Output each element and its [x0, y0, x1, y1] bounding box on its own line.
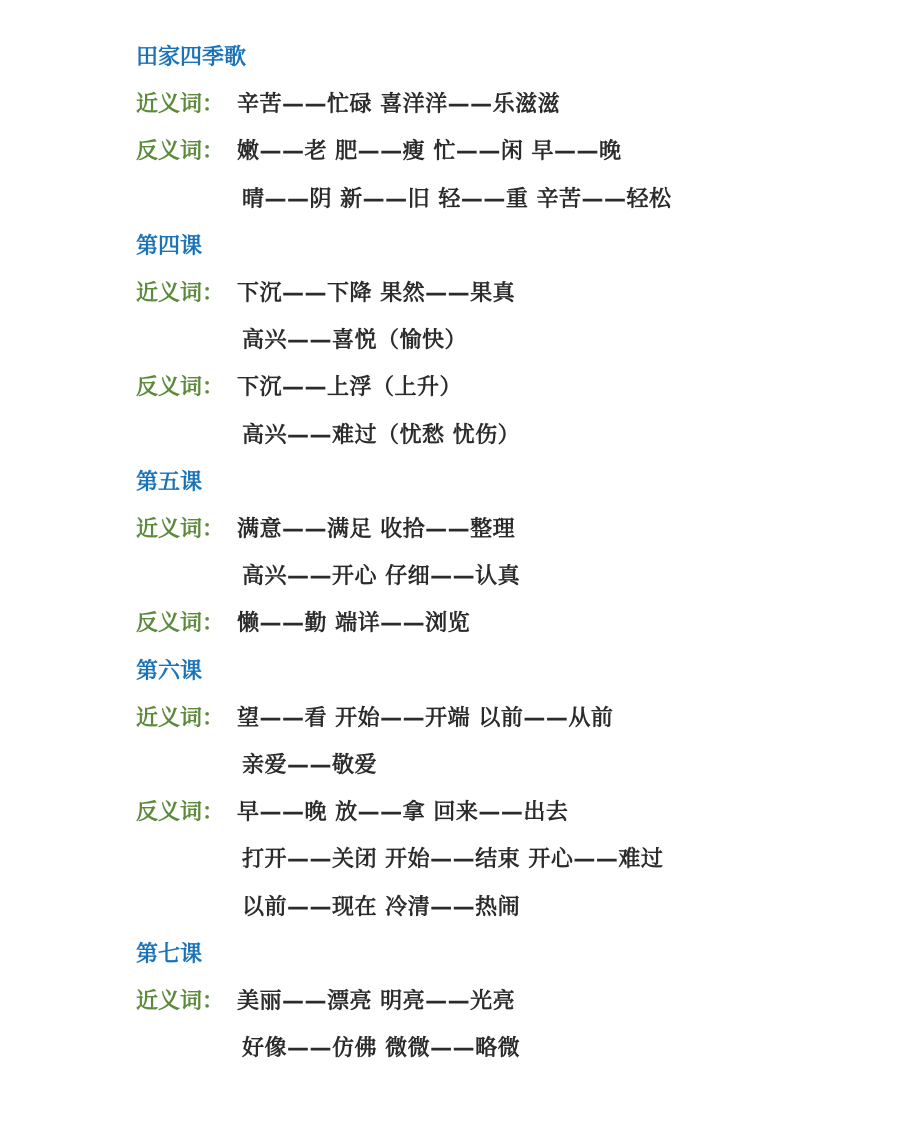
word-pairs: 晴——阴 新——旧 轻——重 辛苦——轻松 [242, 186, 672, 212]
word-pairs: 下沉——上浮（上升） [237, 375, 463, 401]
word-pairs: 高兴——难过（忧愁 忧伤） [242, 422, 521, 448]
word-pair-row [0, 843, 899, 877]
word-pairs: 下沉——下降 果然——果真 [237, 281, 516, 306]
synonym-label: 近义词： [136, 705, 225, 731]
word-pair-row [0, 702, 899, 736]
word-pair-row [0, 88, 899, 122]
word-pairs: 高兴——喜悦（愉快） [242, 328, 468, 354]
word-pair-row [0, 891, 899, 925]
antonym-label: 反义词： [136, 611, 225, 637]
word-pairs: 辛苦——忙碌 喜洋洋——乐滋滋 [237, 92, 561, 118]
antonym-label: 反义词： [136, 800, 225, 826]
word-pairs: 满意——满足 收拾——整理 [237, 517, 516, 542]
synonym-label: 近义词： [136, 517, 225, 542]
word-pairs: 高兴——开心 仔细——认真 [242, 564, 521, 590]
section-title: 田家四季歌 [136, 45, 247, 70]
word-pairs: 嫩——老 肥——瘦 忙——闲 早——晚 [237, 139, 622, 165]
word-pair-row [0, 985, 899, 1019]
word-pair-row [0, 419, 899, 453]
word-pair-row [0, 607, 899, 641]
antonym-label: 反义词： [136, 375, 225, 401]
word-pair-row [0, 371, 899, 405]
word-pair-row [0, 513, 899, 547]
section-title: 第七课 [136, 941, 203, 967]
word-pairs: 以前——现在 冷清——热闹 [242, 894, 521, 920]
word-pairs: 好像——仿佛 微微——略微 [242, 1036, 521, 1062]
word-pairs: 望——看 开始——开端 以前——从前 [237, 705, 614, 731]
section-title: 第五课 [136, 469, 203, 495]
word-pair-row [0, 277, 899, 311]
section-title: 第六课 [136, 658, 203, 684]
word-pair-row [0, 135, 899, 169]
synonym-label: 近义词： [136, 281, 225, 306]
word-pair-row [0, 183, 899, 217]
word-pairs: 早——晚 放——拿 回来——出去 [237, 800, 569, 826]
word-pairs: 亲爱——敬爱 [242, 753, 378, 778]
word-pairs: 打开——关闭 开始——结束 开心——难过 [242, 847, 664, 873]
synonym-label: 近义词： [136, 989, 225, 1014]
section-title: 第四课 [136, 233, 203, 259]
antonym-label: 反义词： [136, 139, 225, 165]
word-pair-row [0, 749, 899, 783]
word-pair-row [0, 796, 899, 830]
word-pairs: 懒——勤 端详——浏览 [237, 611, 471, 637]
synonym-label: 近义词： [136, 92, 225, 118]
word-pairs: 美丽——漂亮 明亮——光亮 [237, 989, 516, 1014]
word-pair-row [0, 1032, 899, 1066]
word-pair-row [0, 324, 899, 358]
word-pair-row [0, 560, 899, 594]
